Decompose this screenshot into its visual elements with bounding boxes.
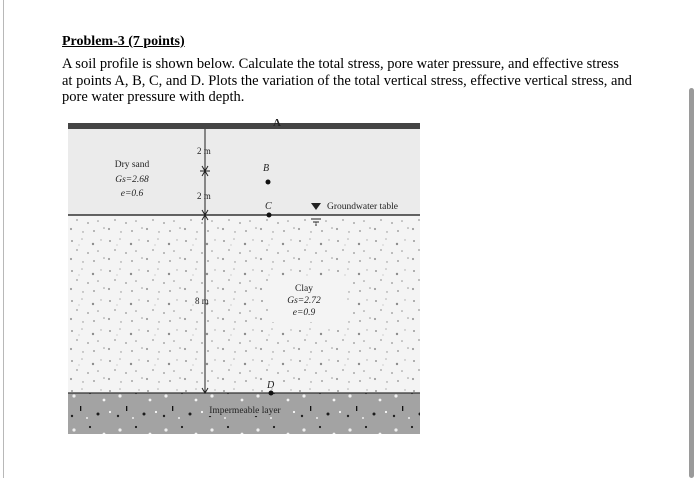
impermeable-layer-label: Impermeable layer [209,406,281,416]
problem-heading: Problem-3 (7 points) [62,34,185,49]
scrollbar-thumb[interactable] [689,88,694,478]
point-marker-b [266,180,271,185]
clay-e: e=0.9 [292,308,316,318]
clay-label: Clay [295,284,313,294]
clay-layer [68,215,420,393]
dimension-clay: 8 m [195,296,209,306]
dimension-lower: 2 m [197,191,211,201]
point-label-a: A [273,117,281,129]
groundwater-table-label: Groundwater table [327,202,398,212]
point-label-b: B [263,163,270,174]
point-label-d: D [267,380,275,391]
point-marker-d [269,391,274,396]
page-left-edge [3,0,4,478]
point-marker-c [267,213,272,218]
clay-gs: Gs=2.72 [287,296,321,306]
dry-sand-gs: Gs=2.68 [115,175,149,185]
point-label-c: C [265,201,272,212]
dry-sand-label: Dry sand [114,160,150,170]
ground-surface-line [68,123,420,129]
problem-statement: A soil profile is shown below. Calculate the total stress, pore water pressure, and effective stress at points A, B, C, and D. Plots the variation of the total vertical stress, effective vertical stress, and pore water pressure with depth. [62,56,632,105]
dry-sand-e: e=0.6 [120,189,144,199]
dimension-upper: 2 m [197,146,211,156]
soil-profile-figure [68,116,420,434]
